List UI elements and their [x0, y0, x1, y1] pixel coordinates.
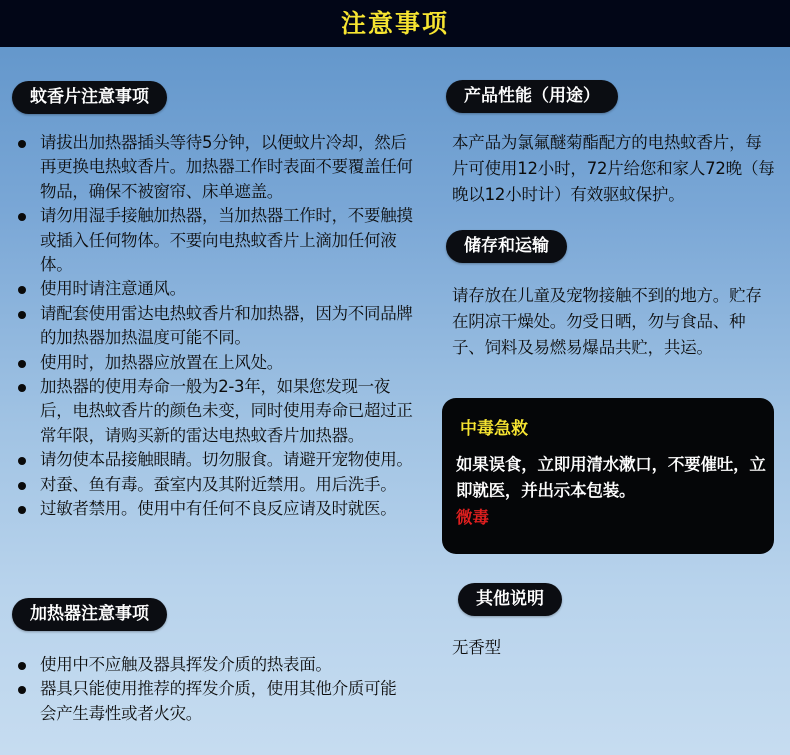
list-item: 加热器的使用寿命一般为2-3年，如果您发现一夜后，电热蚊香片的颜色未变，同时使用寿命已超过正常年限，请购买新的雷达电热蚊香片加热器。	[14, 375, 416, 448]
heater-notes-list	[14, 653, 399, 726]
poison-first-aid-text: 如果误食，立即用清水漱口，不要催吐，立即就医，并出示本包装。	[456, 455, 766, 500]
poison-first-aid-title: 中毒急救	[460, 419, 528, 439]
toxicity-label: 微毒	[456, 508, 489, 527]
performance-text: 本产品为氯氟醚菊酯配方的电热蚊香片，每片可使用12小时，72片给您和家人72晚（每晚以12小时计）有效驱蚊保护。	[452, 133, 775, 204]
other-notes-heading: 其他说明	[458, 583, 562, 616]
list-item: 使用中不应触及器具挥发介质的热表面。	[14, 653, 399, 677]
heater-notes-heading: 加热器注意事项	[12, 598, 167, 631]
list-item: 请配套使用雷达电热蚊香片和加热器，因为不同品牌的加热器加热温度可能不同。	[14, 302, 416, 351]
storage-heading: 储存和运输	[446, 230, 567, 263]
list-item: 使用时请注意通风。	[14, 277, 416, 301]
list-item: 请勿使本品接触眼睛。切勿服食。请避开宠物使用。	[14, 448, 416, 472]
list-item: 使用时，加热器应放置在上风处。	[14, 351, 416, 375]
list-item: 对蚕、鱼有毒。蚕室内及其附近禁用。用后洗手。	[14, 473, 416, 497]
list-item: 过敏者禁用。使用中有任何不良反应请及时就医。	[14, 497, 416, 521]
poison-first-aid-box	[442, 398, 774, 554]
list-item: 请拔出加热器插头等待5分钟，以便蚊片冷却，然后再更换电热蚊香片。加热器工作时表面不要覆盖任何物品，确保不被窗帘、床单遮盖。	[14, 131, 416, 204]
other-notes-text: 无香型	[452, 638, 501, 657]
performance-heading: 产品性能（用途）	[446, 80, 618, 113]
page-title: 注意事项	[340, 9, 449, 38]
mosquito-notes-heading: 蚊香片注意事项	[12, 81, 167, 114]
list-item: 器具只能使用推荐的挥发介质，使用其他介质可能会产生毒性或者火灾。	[14, 677, 399, 726]
page-header	[0, 0, 790, 47]
storage-text: 请存放在儿童及宠物接触不到的地方。贮存在阴凉干燥处。勿受日晒，勿与食品、种子、饲料及易燃易爆品共贮，共运。	[452, 286, 762, 357]
list-item: 请勿用湿手接触加热器，当加热器工作时，不要触摸或插入任何物体。不要向电热蚊香片上滴加任何液体。	[14, 204, 416, 277]
mosquito-notes-list	[14, 131, 416, 522]
